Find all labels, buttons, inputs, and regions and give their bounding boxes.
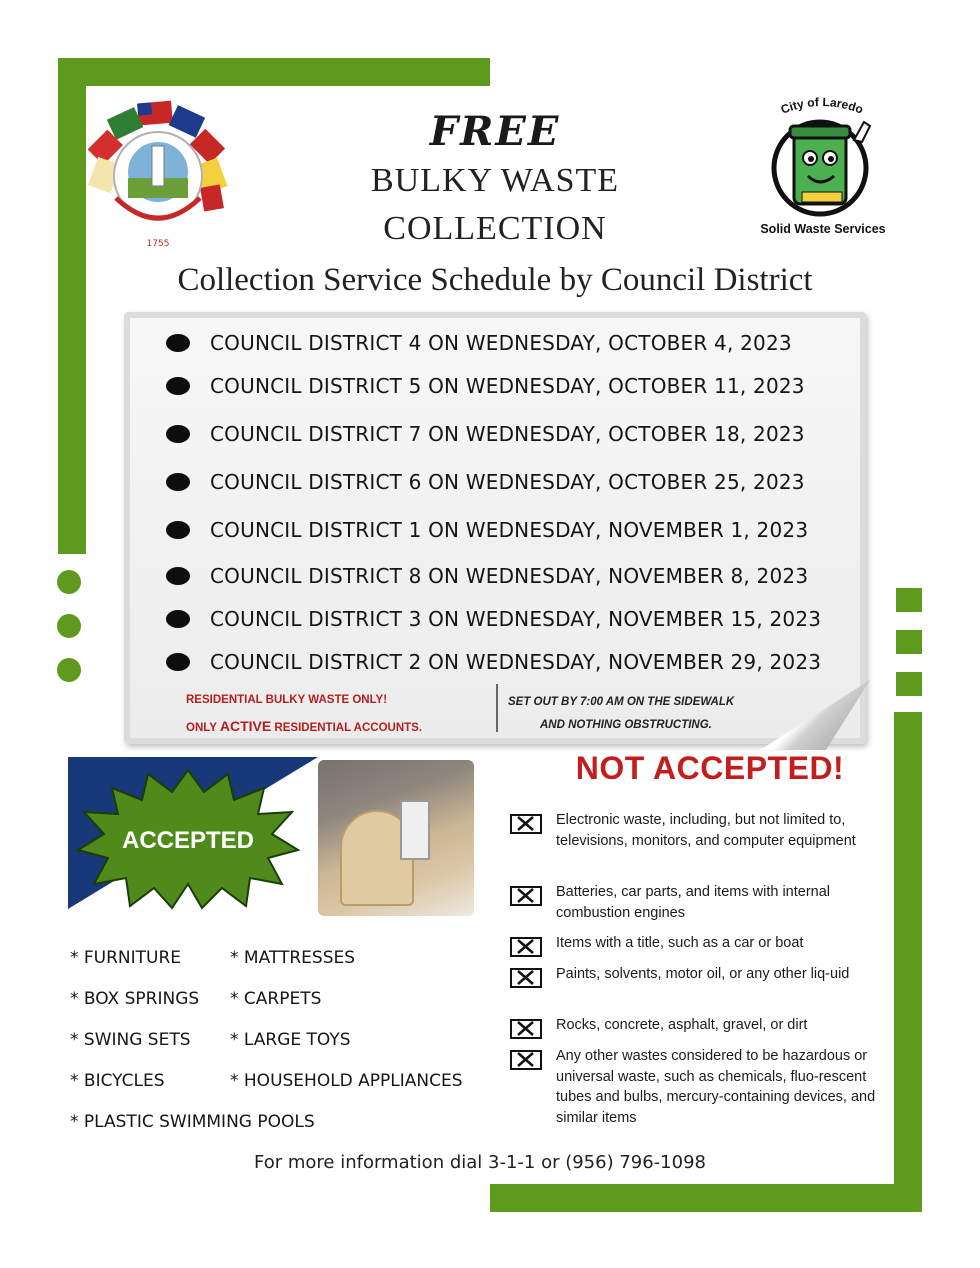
logo-bottom-text: Solid Waste Services — [760, 222, 886, 236]
schedule-text: COUNCIL DISTRICT 5 ON WEDNESDAY, OCTOBER 11, 2023 — [210, 374, 805, 398]
bullet-icon — [166, 567, 190, 585]
frame-square-right-1 — [896, 588, 922, 612]
active-accounts-note — [186, 718, 422, 734]
schedule-text: COUNCIL DISTRICT 4 ON WEDNESDAY, OCTOBER 4, 2023 — [210, 331, 792, 355]
schedule-text: COUNCIL DISTRICT 2 ON WEDNESDAY, NOVEMBER 29, 2023 — [210, 650, 822, 674]
accepted-item: * SWING SETS — [70, 1030, 191, 1050]
not-accepted-item: Electronic waste, including, but not limited to, televisions, monitors, and computer equipment — [556, 812, 856, 849]
not-accepted-item: Items with a title, such as a car or boat — [556, 935, 804, 951]
x-box-icon — [510, 814, 542, 834]
x-box-icon — [510, 937, 542, 957]
notes-divider — [496, 684, 498, 732]
x-box-icon — [510, 1019, 542, 1039]
schedule-text: COUNCIL DISTRICT 1 ON WEDNESDAY, NOVEMBER 1, 2023 — [210, 518, 809, 542]
frame-dot-left-1 — [57, 570, 81, 594]
footer-contact-info: For more information dial 3-1-1 or (956) 796-1098 — [254, 1152, 706, 1173]
bullet-icon — [166, 653, 190, 671]
not-accepted-item: Rocks, concrete, asphalt, gravel, or dirt — [556, 1017, 808, 1033]
schedule-row — [166, 515, 808, 545]
city-seal-logo — [86, 98, 230, 250]
setout-note-line-1: SET OUT BY 7:00 AM ON THE SIDEWALK — [508, 696, 735, 708]
schedule-row — [166, 328, 792, 358]
frame-bottom-bar — [490, 1184, 922, 1212]
x-box-icon — [510, 968, 542, 988]
not-accepted-item: Paints, solvents, motor oil, or any other liq-uid — [556, 966, 850, 982]
accepted-starburst — [76, 766, 300, 910]
accepted-item: * MATTRESSES — [230, 948, 356, 968]
schedule-row — [166, 561, 808, 591]
title-line-2: COLLECTION — [383, 210, 607, 247]
setout-note-line-2: AND NOTHING OBSTRUCTING. — [540, 719, 712, 731]
frame-left-bar — [58, 58, 86, 554]
accepted-item: * BICYCLES — [70, 1071, 165, 1091]
accepted-item: * HOUSEHOLD APPLIANCES — [230, 1071, 463, 1091]
accepted-item: * CARPETS — [230, 989, 322, 1009]
svg-text:City of Laredo — [779, 96, 865, 117]
schedule-text: COUNCIL DISTRICT 8 ON WEDNESDAY, NOVEMBER 8, 2023 — [210, 564, 809, 588]
not-accepted-heading: NOT ACCEPTED! — [575, 750, 845, 786]
schedule-row — [166, 371, 805, 401]
not-accepted-item: Any other wastes considered to be hazardous or universal waste, such as chemicals, fluo-rescent tubes and bulbs, mercury-containing devices, and similar items — [556, 1048, 876, 1126]
accepted-item: * LARGE TOYS — [230, 1030, 351, 1050]
bullet-icon — [166, 425, 190, 443]
frame-dot-left-2 — [57, 614, 81, 638]
schedule-text: COUNCIL DISTRICT 3 ON WEDNESDAY, NOVEMBER 15, 2023 — [210, 607, 822, 631]
frame-square-right-3 — [896, 672, 922, 696]
title-line-1: BULKY WASTE — [370, 162, 620, 199]
active-prefix: ONLY — [186, 722, 220, 734]
active-suffix: RESIDENTIAL ACCOUNTS. — [271, 722, 423, 734]
photo-panel-piece — [400, 800, 430, 860]
frame-right-bar — [894, 712, 922, 1212]
logo-top-text: City of Laredo — [778, 96, 866, 117]
schedule-row — [166, 467, 805, 497]
frame-dot-left-3 — [57, 658, 81, 682]
schedule-subtitle: Collection Service Schedule by Council District — [177, 262, 813, 298]
schedule-text: COUNCIL DISTRICT 7 ON WEDNESDAY, OCTOBER 18, 2023 — [210, 422, 805, 446]
schedule-text: COUNCIL DISTRICT 6 ON WEDNESDAY, OCTOBER 25, 2023 — [210, 470, 805, 494]
accepted-label: ACCEPTED — [121, 827, 255, 854]
schedule-row — [166, 604, 821, 634]
bullet-icon — [166, 334, 190, 352]
free-heading: FREE — [429, 108, 561, 155]
bullet-icon — [166, 610, 190, 628]
frame-square-right-2 — [896, 630, 922, 654]
accepted-item: * PLASTIC SWIMMING POOLS — [70, 1112, 315, 1132]
x-box-icon — [510, 1050, 542, 1070]
frame-top-left-bar — [58, 58, 490, 86]
schedule-row — [166, 647, 821, 677]
residential-only-note: RESIDENTIAL BULKY WASTE ONLY! — [186, 694, 388, 706]
thumbs-up-icon — [854, 122, 870, 142]
bullet-icon — [166, 377, 190, 395]
accepted-item: * FURNITURE — [70, 948, 182, 968]
bullet-icon — [166, 521, 190, 539]
seal-year-icon: 1755 — [146, 239, 170, 249]
x-box-icon — [510, 886, 542, 906]
bullet-icon — [166, 473, 190, 491]
schedule-row — [166, 419, 805, 449]
not-accepted-item: Batteries, car parts, and items with internal combustion engines — [556, 884, 831, 921]
active-word: ACTIVE — [219, 718, 272, 734]
accepted-item: * BOX SPRINGS — [70, 989, 200, 1009]
solid-waste-mascot-logo — [754, 96, 890, 224]
